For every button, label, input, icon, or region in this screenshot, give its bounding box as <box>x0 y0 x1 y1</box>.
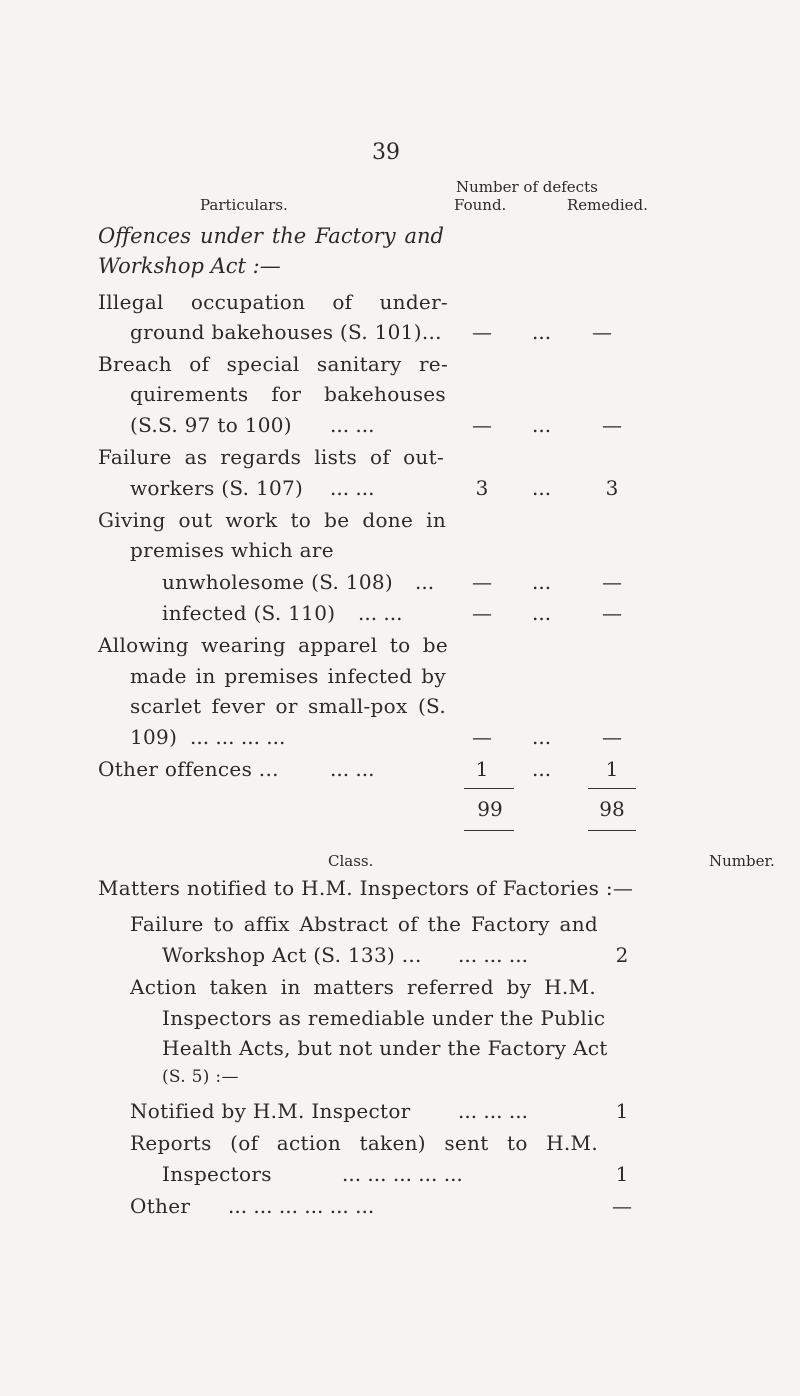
leader-dots: ... ... ... ... ... ... <box>228 1194 375 1218</box>
matter-row-text: (S. 5) :— <box>162 1067 239 1087</box>
total-found: 99 <box>477 797 503 821</box>
separator-dots: ... <box>532 601 552 625</box>
offences-heading-line2: Workshop Act :— <box>98 254 281 278</box>
header-class: Class. <box>328 852 374 870</box>
found-value: — <box>472 601 492 625</box>
leader-dots: ... ... ... <box>458 1099 528 1123</box>
total-rule-bottom-remedied <box>588 830 636 831</box>
separator-dots: ... <box>532 725 552 749</box>
remedied-value: — <box>602 725 622 749</box>
matters-heading: Matters notified to H.M. Inspectors of Factories :— <box>98 876 634 900</box>
leader-dots: ... ... ... ... ... <box>342 1162 463 1186</box>
matter-row-text: Other <box>130 1194 191 1218</box>
remedied-value: — <box>602 570 622 594</box>
offence-row-text: scarlet fever or small-pox (S. <box>130 694 446 718</box>
matter-row-text: Notified by H.M. Inspector <box>130 1099 411 1123</box>
offence-row-text: workers (S. 107) <box>130 476 304 500</box>
found-value: — <box>472 413 492 437</box>
separator-dots: ... <box>532 476 552 500</box>
matter-value: 2 <box>615 943 629 967</box>
header-number: Number. <box>709 852 775 870</box>
matter-value: — <box>612 1194 632 1218</box>
header-particulars: Particulars. <box>200 196 288 214</box>
matter-row-text: Failure to affix Abstract of the Factory and <box>130 912 598 936</box>
remedied-value: — <box>602 601 622 625</box>
total-rule-top-remedied <box>588 788 636 789</box>
matter-row-text: Health Acts, but not under the Factory Act <box>162 1036 608 1060</box>
separator-dots: ... <box>532 413 552 437</box>
offence-row-text: Giving out work to be done in <box>98 508 446 532</box>
offence-row-text: quirements for bakehouses <box>130 382 446 406</box>
total-rule-bottom-found <box>464 830 514 831</box>
header-number-of-defects: Number of defects <box>456 178 598 196</box>
header-remedied: Remedied. <box>567 196 648 214</box>
offence-row-text: Allowing wearing apparel to be <box>98 633 448 657</box>
header-found: Found. <box>454 196 507 214</box>
remedied-value: — <box>592 320 612 344</box>
separator-dots: ... <box>532 320 552 344</box>
offences-heading-line1: Offences under the Factory and <box>98 224 444 248</box>
matter-row-text: Inspectors <box>162 1162 272 1186</box>
found-value: 1 <box>475 757 489 781</box>
separator-dots: ... <box>532 757 552 781</box>
leader-dots: ... <box>415 570 435 594</box>
found-value: — <box>472 725 492 749</box>
offence-row-text: unwholesome (S. 108) <box>162 570 393 594</box>
offence-row-text: Breach of special sanitary re- <box>98 352 448 376</box>
leader-dots: ... ... ... <box>458 943 528 967</box>
matter-row-text: Action taken in matters referred by H.M. <box>130 975 596 999</box>
matter-value: 1 <box>615 1099 629 1123</box>
remedied-value: — <box>602 413 622 437</box>
offence-row-text: (S.S. 97 to 100) <box>130 413 292 437</box>
separator-dots: ... <box>532 570 552 594</box>
offence-row-text: made in premises infected by <box>130 664 446 688</box>
found-value: — <box>472 320 492 344</box>
leader-dots: ... ... <box>330 757 375 781</box>
leader-dots: ... ... <box>330 413 375 437</box>
offence-row-text: Other offences ... <box>98 757 279 781</box>
matter-value: 1 <box>615 1162 629 1186</box>
offence-row-text: Failure as regards lists of out- <box>98 445 444 469</box>
offence-row-text: premises which are <box>130 538 334 562</box>
offence-row-text: ground bakehouses (S. 101)... <box>130 320 442 344</box>
matter-row-text: Inspectors as remediable under the Public <box>162 1006 606 1030</box>
total-rule-top-found <box>464 788 514 789</box>
matter-row-text: Workshop Act (S. 133) ... <box>162 943 422 967</box>
remedied-value: 3 <box>605 476 619 500</box>
matter-row-text: Reports (of action taken) sent to H.M. <box>130 1131 598 1155</box>
found-value: 3 <box>475 476 489 500</box>
found-value: — <box>472 570 492 594</box>
page-number: 39 <box>372 140 400 165</box>
leader-dots: ... ... <box>330 476 375 500</box>
offence-row-text: Illegal occupation of under- <box>98 290 448 314</box>
leader-dots: ... ... <box>358 601 403 625</box>
offence-row-text: 109) <box>130 725 178 749</box>
leader-dots: ... ... ... ... <box>190 725 286 749</box>
offence-row-text: infected (S. 110) <box>162 601 336 625</box>
total-remedied: 98 <box>599 797 625 821</box>
remedied-value: 1 <box>605 757 619 781</box>
